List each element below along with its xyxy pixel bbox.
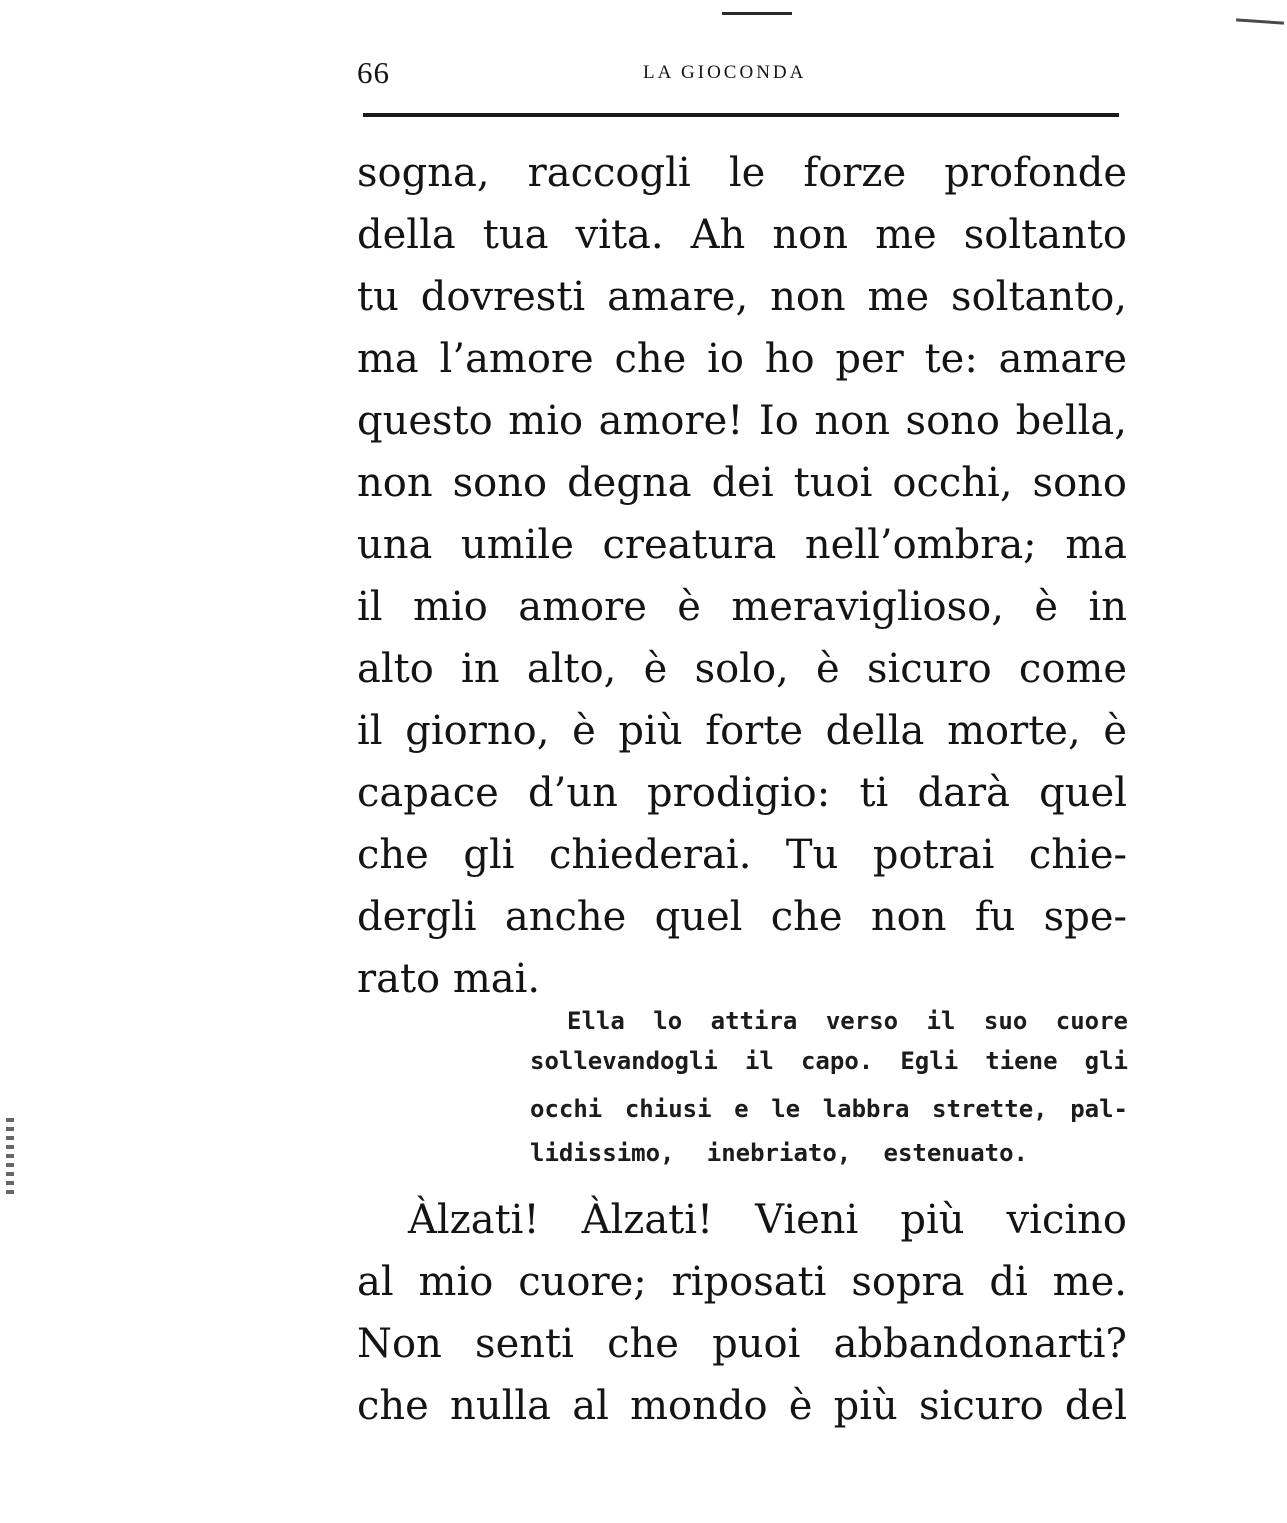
text-line: Àlzati! Àlzati! Vieni più vicino bbox=[408, 1197, 1127, 1243]
text-line: dergli anche quel che non fu spe- bbox=[357, 894, 1127, 940]
text-line: il mio amore è meraviglioso, è in bbox=[357, 584, 1127, 630]
page-number: 66 bbox=[357, 55, 390, 90]
stage-direction-line: sollevandogli il capo. Egli tiene gli bbox=[530, 1047, 1128, 1075]
text-line: capace d’un prodigio: ti darà quel bbox=[357, 770, 1127, 816]
page-header bbox=[357, 55, 1127, 95]
text-line: il giorno, è più forte della morte, è bbox=[357, 708, 1127, 754]
stage-direction-line: lidissimo, inebriato, estenuato. bbox=[530, 1139, 1028, 1167]
text-line: al mio cuore; riposati sopra di me. bbox=[357, 1259, 1127, 1305]
text-line: una umile creatura nell’ombra; ma bbox=[357, 522, 1127, 568]
stage-direction-line: Ella lo attira verso il suo cuore bbox=[567, 1007, 1128, 1035]
text-line: questo mio amore! Io non sono bella, bbox=[357, 398, 1127, 444]
scan-mark bbox=[6, 1118, 14, 1198]
text-line: della tua vita. Ah non me soltanto bbox=[357, 212, 1127, 258]
text-line: ma l’amore che io ho per te: amare bbox=[357, 336, 1127, 382]
header-rule bbox=[363, 113, 1119, 117]
text-line: che gli chiederai. Tu potrai chie- bbox=[357, 832, 1127, 878]
text-line: non sono degna dei tuoi occhi, sono bbox=[357, 460, 1127, 506]
text-line: sogna, raccogli le forze profonde bbox=[357, 150, 1127, 196]
stage-direction-line: occhi chiusi e le labbra strette, pal- bbox=[530, 1095, 1128, 1123]
text-line: Non senti che puoi abbandonarti? bbox=[357, 1321, 1127, 1367]
text-line: tu dovresti amare, non me soltanto, bbox=[357, 274, 1127, 320]
text-line: che nulla al mondo è più sicuro del bbox=[357, 1383, 1127, 1429]
running-title: LA GIOCONDA bbox=[643, 62, 807, 83]
text-line: alto in alto, è solo, è sicuro come bbox=[357, 646, 1127, 692]
scan-mark bbox=[1236, 18, 1284, 24]
scan-mark bbox=[722, 12, 792, 15]
text-line: rato mai. bbox=[357, 956, 541, 1002]
